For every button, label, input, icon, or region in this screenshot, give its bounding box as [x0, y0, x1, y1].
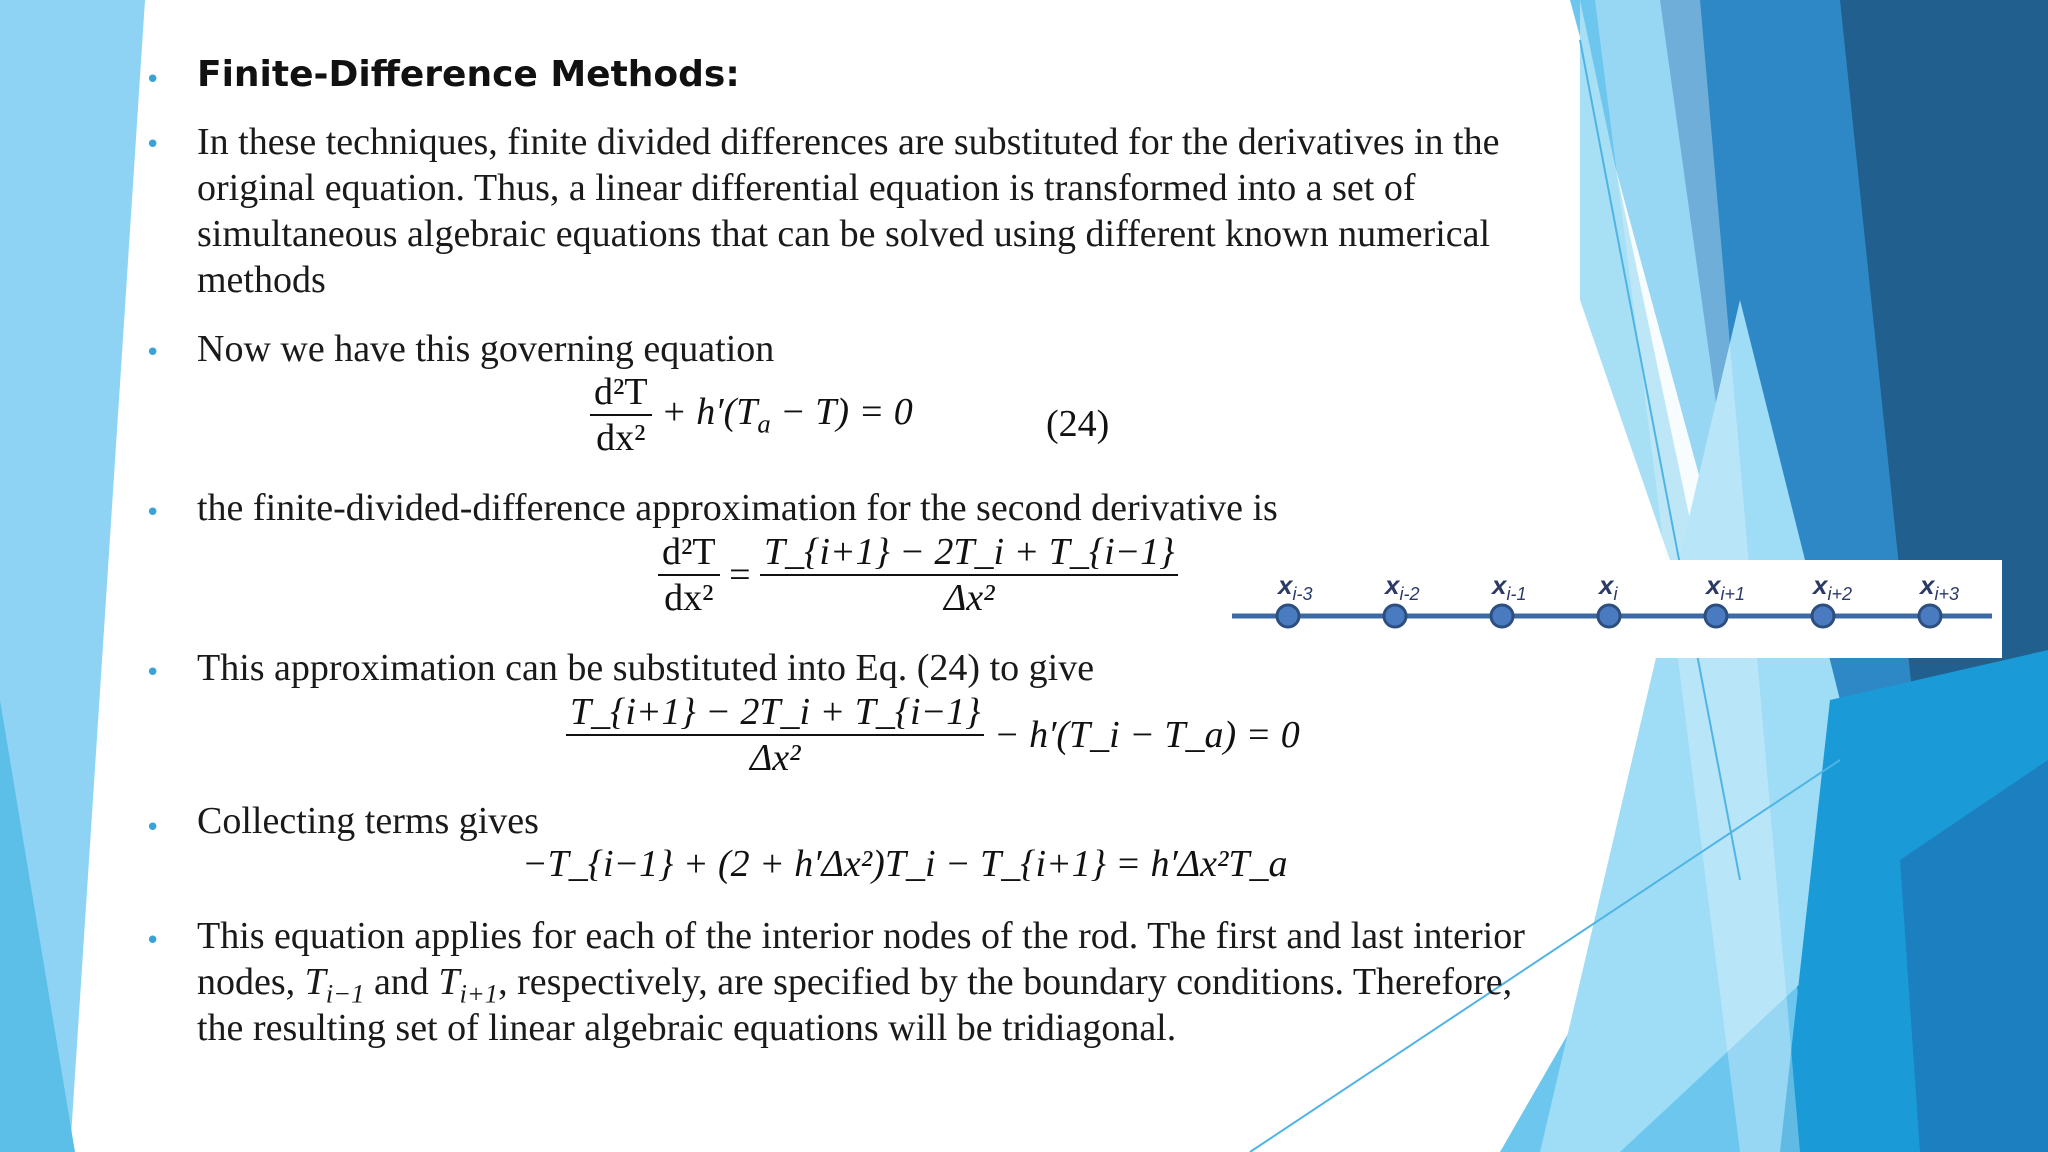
bullet-6-t2: T [438, 961, 460, 1003]
eq2-lhs-denominator: dx² [664, 577, 714, 619]
eq2-lhs-fraction [658, 530, 720, 620]
bullet-marker: • [145, 65, 161, 95]
eq24-fraction [590, 370, 652, 460]
grid-node [1277, 605, 1299, 627]
bullet-1-line-1: In these techniques, finite divided differences are substituted for the derivatives in the [197, 121, 1500, 163]
grid-node-label: $x_{i+1}$ [1706, 570, 1745, 605]
grid-node [1384, 605, 1406, 627]
eq24-rhs [661, 390, 913, 440]
bullet-6-text-a: nodes, [197, 961, 305, 1003]
bullet-1-line-3: simultaneous algebraic equations that can be solved using different known numerical [197, 213, 1491, 255]
eq2-lhs-numerator: d²T [658, 530, 720, 576]
grid-node [1598, 605, 1620, 627]
bullet-6-t1-sub: i−1 [325, 978, 365, 1009]
bullet-6-t1: T [304, 961, 326, 1003]
eq2-rhs-denominator: Δx² [943, 577, 995, 619]
bullet-marker: • [145, 498, 161, 528]
grid-node-diagram [1232, 560, 2002, 658]
bullet-3: the finite-divided-difference approximation for the second derivative is [197, 487, 1278, 529]
bullet-5: Collecting terms gives [197, 800, 539, 842]
eq3-denominator: Δx² [749, 737, 801, 779]
eq24-numerator: d²T [590, 370, 652, 416]
grid-node [1919, 605, 1941, 627]
grid-node-label: $x_{i-3}$ [1278, 570, 1313, 605]
bullet-6-and: and [364, 961, 439, 1003]
eq3-numerator: T_{i+1} − 2T_i + T_{i−1} [566, 690, 984, 736]
eq2-equals: = [729, 554, 751, 596]
bullet-6-text-b: , respectively, are specified by the boundary conditions. Therefore, [498, 961, 1513, 1003]
bullet-marker: • [145, 658, 161, 688]
bullet-6-t2-sub: i+1 [459, 978, 499, 1009]
equation-collected: −T_{i−1} + (2 + h′Δx²)T_i − T_{i+1} = h′Δx²T_a [522, 843, 1288, 885]
grid-node [1491, 605, 1513, 627]
eq24-rhs-text: + h′(T [661, 391, 758, 434]
bullet-1-line-2: original equation. Thus, a linear differential equation is transformed into a set of [197, 167, 1416, 209]
bullet-marker: • [145, 813, 161, 843]
grid-node [1812, 605, 1834, 627]
eq3-tail: − h′(T_i − T_a) = 0 [993, 714, 1300, 756]
bullet-marker: • [145, 338, 161, 368]
grid-node-label: $x_{i+3}$ [1920, 570, 1959, 605]
eq24-rhs-sub: a [757, 408, 771, 439]
bullet-6-line-3: the resulting set of linear algebraic equations will be tridiagonal. [197, 1007, 1177, 1049]
bullet-1-line-4: methods [197, 259, 326, 301]
grid-node-label: $x_{i-1}$ [1492, 570, 1527, 605]
equation-substituted [566, 690, 1300, 780]
eq2-rhs-numerator: T_{i+1} − 2T_i + T_{i−1} [760, 530, 1178, 576]
bullet-4: This approximation can be substituted into Eq. (24) to give [197, 647, 1095, 689]
slide-title: Finite-Difference Methods: [197, 54, 740, 95]
bullet-marker: • [145, 130, 161, 160]
equation-second-derivative [658, 530, 1178, 620]
grid-node [1705, 605, 1727, 627]
bullet-2: Now we have this governing equation [197, 328, 775, 370]
eq2-rhs-fraction [760, 530, 1178, 620]
eq24-denominator: dx² [596, 417, 646, 459]
grid-node-label: $x_{i-2}$ [1385, 570, 1420, 605]
bullet-6-line-1: This equation applies for each of the interior nodes of the rod. The first and last interior [197, 915, 1525, 957]
eq24-rhs-tail: − T) = 0 [770, 391, 913, 434]
bullet-marker: • [145, 926, 161, 956]
grid-node-label: $x_i$ [1599, 570, 1618, 605]
equation-24-label: (24) [1046, 403, 1110, 445]
equation-24 [590, 370, 913, 460]
eq3-fraction [566, 690, 984, 780]
grid-node-label: $x_{i+2}$ [1813, 570, 1852, 605]
